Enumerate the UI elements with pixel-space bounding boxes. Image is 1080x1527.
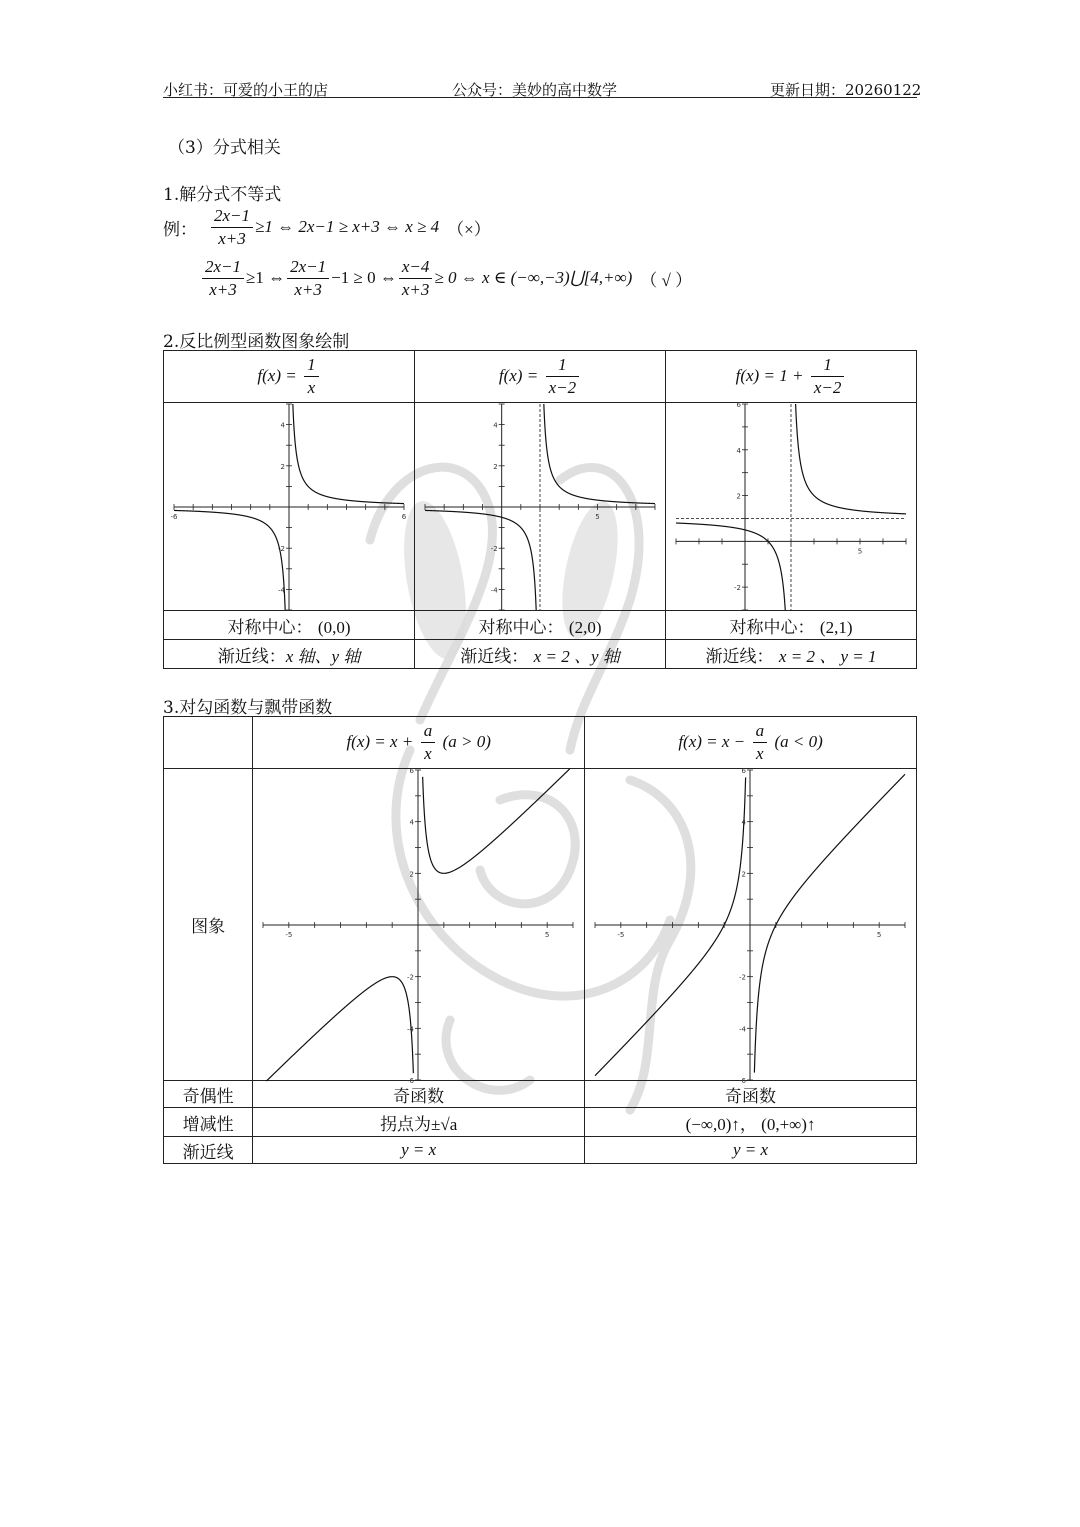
x-tick-label: 6 — [401, 512, 407, 521]
solution-set: ≥ 0 ⇔ x ∈ (−∞,−3)⋃[4,+∞) — [434, 268, 633, 287]
fraction — [546, 354, 580, 399]
asymptote-label: 渐近线： — [217, 646, 286, 667]
x-tick-label: -6 — [170, 512, 178, 521]
example-label: 例： — [163, 219, 197, 239]
fraction-numerator: x−4 — [399, 256, 433, 279]
fraction-numerator: 2x−1 — [287, 256, 329, 279]
asymptote-label: 渐近线： — [705, 646, 774, 667]
y-tick-label: -4 — [490, 585, 498, 594]
y-tick-label: -2 — [734, 583, 741, 592]
asymptote-value: x = 2 、y 轴 — [533, 646, 620, 666]
formula-cell — [253, 717, 585, 769]
graph-1-plus-inverse-x-minus-2 — [666, 400, 916, 610]
row-label-graph: 图象 — [164, 769, 253, 1081]
hook-function-table — [163, 716, 917, 1164]
y-tick-label: 6 — [409, 766, 415, 775]
monotonic-cell: (−∞,0)↑， (0,+∞)↑ — [585, 1108, 917, 1137]
y-tick-label: 4 — [280, 421, 285, 430]
formula-cell — [164, 351, 415, 403]
header-right: 更新日期：20260122 — [770, 81, 922, 99]
fraction-denominator: x — [756, 744, 764, 763]
graph-cell — [585, 766, 917, 1085]
x-tick-label: 5 — [595, 512, 600, 521]
equivalence-chain: ≥1 ⇔ 2x−1 ≥ x+3 ⇔ x ≥ 4 — [255, 217, 440, 236]
formula-prefix: f(x) = 1 + — [735, 366, 804, 385]
center-cell — [666, 611, 917, 640]
graph-cell — [666, 400, 917, 611]
center-value: (2,1) — [819, 617, 853, 637]
asymptote-cell: y = x — [253, 1137, 585, 1164]
asymptote-value: x = 2 、 y = 1 — [778, 646, 877, 666]
y-tick-label: -2 — [490, 544, 498, 553]
center-cell — [164, 611, 415, 640]
fraction — [811, 354, 845, 399]
graph-cell — [415, 403, 666, 611]
formula-prefix: f(x) = — [498, 366, 539, 385]
part3-title: 3.对勾函数与飘带函数 — [163, 698, 333, 718]
asymptote-cell — [666, 640, 917, 669]
fraction-denominator: x−2 — [548, 378, 577, 397]
y-tick-label: 4 — [741, 818, 747, 827]
parity-cell: 奇函数 — [585, 1081, 917, 1108]
graph-hook-function — [253, 766, 583, 1085]
y-tick-label: -2 — [278, 544, 285, 553]
y-tick-label: -6 — [739, 1076, 747, 1085]
section-title: （3）分式相关 — [168, 138, 281, 158]
fraction — [202, 256, 244, 301]
equivalence-step: ≥1 ⇔ — [246, 268, 286, 287]
graph-inverse-x — [164, 404, 414, 610]
fraction-numerator: 2x−1 — [211, 205, 253, 228]
fraction-denominator: x−2 — [813, 378, 842, 397]
equivalence-step: −1 ≥ 0 ⇔ — [331, 268, 397, 287]
x-tick-label: 5 — [877, 930, 882, 939]
x-tick-label: 5 — [857, 546, 863, 555]
y-tick-label: -2 — [407, 973, 415, 982]
formula-cell — [585, 717, 917, 769]
inequality-line-2 — [200, 254, 692, 302]
fraction-denominator: x+3 — [209, 279, 237, 299]
fraction — [421, 720, 436, 765]
header-left: 小红书：可爱的小王的店 — [163, 81, 329, 99]
inequality-line-1 — [163, 203, 491, 251]
fraction-numerator: 1 — [811, 354, 845, 377]
correct-mark: （ √ ） — [640, 270, 693, 290]
formula-cell — [666, 351, 917, 403]
asymptote-cell — [415, 640, 666, 669]
fraction-numerator: 2x−1 — [202, 256, 244, 279]
center-cell — [415, 611, 666, 640]
part2-title: 2.反比例型函数图象绘制 — [163, 332, 350, 352]
fraction-denominator: x+3 — [294, 279, 322, 299]
y-tick-label: 4 — [493, 421, 498, 430]
y-tick-label: 2 — [736, 492, 741, 501]
y-tick-label: 4 — [409, 818, 415, 827]
fraction-denominator: x+3 — [401, 279, 430, 299]
asymptote-label: 渐近线： — [460, 646, 529, 667]
wrong-mark: （×） — [447, 219, 491, 239]
row-label-parity: 奇偶性 — [164, 1081, 253, 1108]
x-tick-label: 5 — [545, 930, 550, 939]
empty-corner-cell — [164, 717, 253, 769]
y-tick-label: 2 — [280, 462, 285, 471]
inverse-function-table — [163, 350, 917, 669]
header-center: 公众号：美妙的高中数学 — [452, 81, 618, 99]
x-tick-label: -5 — [285, 930, 293, 939]
y-tick-label: 2 — [409, 869, 415, 878]
y-tick-label: -4 — [407, 1024, 415, 1033]
y-tick-label: -4 — [739, 1024, 747, 1033]
fraction — [211, 205, 253, 250]
formula-prefix: f(x) = x − — [678, 732, 746, 751]
row-label-asymptote: 渐近线 — [164, 1137, 253, 1164]
center-label: 对称中心： — [729, 617, 815, 638]
center-value: (0,0) — [317, 617, 351, 637]
fraction-numerator: a — [753, 720, 768, 743]
y-tick-label: -4 — [278, 585, 285, 594]
y-tick-label: 6 — [741, 766, 747, 775]
asymptote-cell — [164, 640, 415, 669]
fraction-denominator: x+3 — [218, 228, 246, 248]
part1-title: 1.解分式不等式 — [163, 185, 282, 205]
fraction-denominator: x — [424, 744, 432, 763]
center-value: (2,0) — [568, 617, 602, 637]
x-tick-label: -5 — [617, 930, 625, 939]
fraction-numerator: 1 — [546, 354, 580, 377]
row-label-monotonic: 增减性 — [164, 1108, 253, 1137]
formula-condition: (a > 0) — [442, 732, 491, 751]
fraction-denominator: x — [307, 378, 316, 397]
header-rule — [163, 97, 917, 98]
y-tick-label: 6 — [736, 400, 741, 409]
y-tick-label: 2 — [741, 869, 747, 878]
parity-cell: 奇函数 — [253, 1081, 585, 1108]
graph-ribbon-function — [585, 766, 915, 1085]
y-tick-label: -2 — [739, 973, 747, 982]
y-tick-label: -6 — [407, 1076, 415, 1085]
monotonic-cell: 拐点为±√a — [253, 1108, 585, 1137]
fraction — [304, 354, 319, 399]
formula-cell — [415, 351, 666, 403]
graph-cell — [164, 403, 415, 611]
fraction — [399, 256, 433, 301]
y-tick-label: 4 — [736, 446, 741, 455]
fraction-numerator: a — [421, 720, 436, 743]
center-label: 对称中心： — [478, 617, 564, 638]
graph-cell — [253, 766, 585, 1085]
formula-prefix: f(x) = — [257, 366, 297, 385]
fraction — [287, 256, 329, 301]
center-label: 对称中心： — [227, 617, 313, 638]
asymptote-cell: y = x — [585, 1137, 917, 1164]
formula-condition: (a < 0) — [774, 732, 823, 751]
formula-prefix: f(x) = x + — [346, 732, 414, 751]
fraction — [753, 720, 768, 765]
asymptote-value: x 轴、y 轴 — [285, 646, 361, 666]
fraction-numerator: 1 — [304, 354, 319, 377]
graph-inverse-x-minus-2 — [415, 404, 665, 610]
y-tick-label: 2 — [493, 462, 498, 471]
